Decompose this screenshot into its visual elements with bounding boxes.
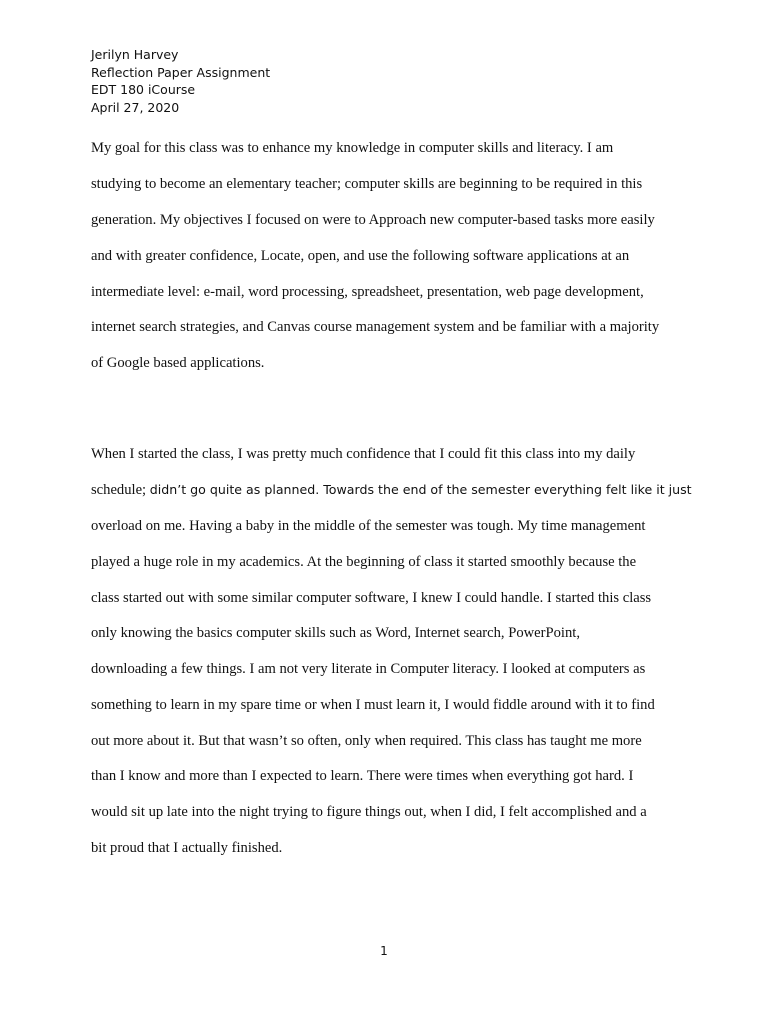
paragraph-line-segment: schedule;	[91, 482, 150, 498]
paragraph-line: than I know and more than I expected to learn. There were times when everything got hard. I	[91, 768, 634, 784]
assignment-title: Reflection Paper Assignment	[91, 64, 271, 80]
paragraph-line: played a huge role in my academics. At the beginning of class it started smoothly because the	[91, 554, 637, 570]
paragraph-line: would sit up late into the night trying to figure things out, when I did, I felt accomplished and a	[91, 804, 647, 820]
paragraph-line: generation. My objectives I focused on were to Approach new computer-based tasks more easily	[91, 212, 655, 228]
document-date: April 27, 2020	[91, 99, 180, 115]
paragraph-line: out more about it. But that wasn’t so often, only when required. This class has taught me more	[91, 733, 642, 749]
paragraph-line: downloading a few things. I am not very literate in Computer literacy. I looked at computers as	[91, 661, 646, 677]
course-name: EDT 180 iCourse	[91, 82, 196, 97]
paragraph-line: When I started the class, I was pretty much confidence that I could fit this class into my daily	[91, 446, 636, 462]
paragraph-line: intermediate level: e-mail, word processing, spreadsheet, presentation, web page development,	[91, 284, 644, 300]
paragraph-line: of Google based applications.	[91, 355, 265, 371]
paragraph-line	[91, 481, 692, 499]
paragraph-line: something to learn in my spare time or when I must learn it, I would fiddle around with it to find	[91, 697, 655, 713]
paragraph-line: and with greater confidence, Locate, open, and use the following software applications at an	[91, 248, 630, 264]
author-name: Jerilyn Harvey	[91, 47, 179, 62]
paragraph-line: class started out with some similar computer software, I knew I could handle. I started this class	[91, 590, 652, 606]
paragraph-line: My goal for this class was to enhance my knowledge in computer skills and literacy. I am	[91, 140, 614, 156]
paragraph-line: bit proud that I actually finished.	[91, 840, 283, 856]
page-number: 1	[380, 944, 388, 958]
paragraph-line: overload on me. Having a baby in the middle of the semester was tough. My time management	[91, 518, 646, 534]
document-header	[91, 46, 270, 116]
paragraph-line: only knowing the basics computer skills such as Word, Internet search, PowerPoint,	[91, 625, 580, 641]
paragraph-line-segment: didn’t go quite as planned. Towards the end of the semester everything felt like it just	[149, 482, 692, 497]
paragraph-line: studying to become an elementary teacher; computer skills are beginning to be required in this	[91, 176, 643, 192]
paragraph-line: internet search strategies, and Canvas course management system and be familiar with a majority	[91, 319, 660, 335]
